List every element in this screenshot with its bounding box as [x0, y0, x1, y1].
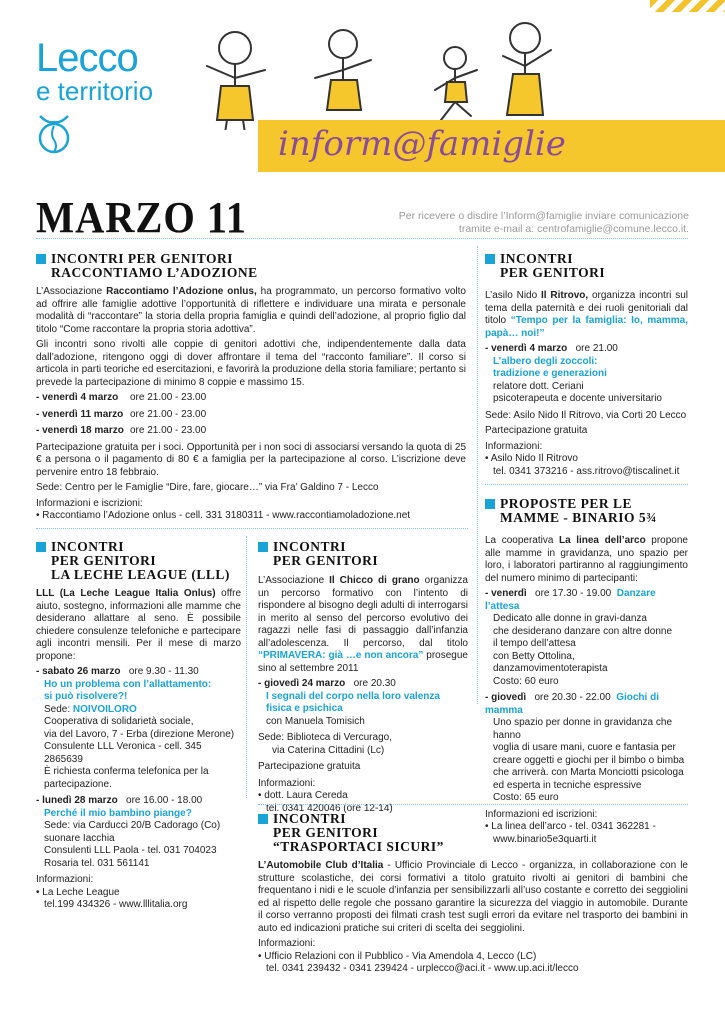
bullet-square-icon	[485, 499, 495, 509]
decorative-stripes	[650, 0, 725, 12]
section-body-chicco: L’Associazione Il Chicco di grano organizza un percorso formativo con l’intento di rispondere al bisogno degli adulti di interrogarsi in merito al senso del percorso evolutivo dei ragazzi nelle fasi di passaggio dall’infanzia all’adolescenza. Il percorso, dal titolo “PRIMAVERA: già …e non ancora” prosegue sino al settembre 2011 - giovedì 24 marzo ore 20.30 I segnali del corpo nella loro valenza fisica e psichica con Manuela Tomisich Sede: Biblioteca di Vercurago, via Caterina Cittadini (Lc) Partecipazione gratuita Informazioni: • dott. Laura Cereda tel. 0341 420046 (ore 12-14)	[258, 575, 468, 814]
bullet-square-icon	[485, 254, 495, 264]
section-heading-lll: INCONTRI PER GENITORI LA LECHE LEAGUE (LLL)	[36, 540, 246, 582]
bullet-square-icon	[258, 814, 268, 824]
section-body-lll: LLL (La Leche League Italia Onlus) offre aiuto, sostegno, informazioni alle mamme che desiderano allattare al seno. È possibile chiedere consulenze telefoniche e partecipare agli incontri mensili. Per il mese di marzo propone: - sabato 26 marzo ore 9.30 - 11.30 Ho un problema con l’allattamento: si può risolvere?! Sede: NOIVOILORO Cooperativa di solidarietà sociale, via del Lavoro, 7 - Erba (direzione Merone) Consulente LLL Veronica - cell. 345 2865639 È richiesta conferma telefonica per la partecipazione. - lunedì 28 marzo ore 16.00 - 18.00 Perché il mio bambino piange? Sede: via Carducci 20/B Cadorago (Co) suonare Iacchia Consulenti LLL Paola - tel. 031 704023 Rosaria tel. 031 561141 Informazioni: • La Leche League tel.199 434326 - www.lllitalia.org	[36, 588, 242, 910]
bullet-square-icon	[36, 254, 46, 264]
bullet-square-icon	[258, 542, 268, 552]
brand-banner-text: inform@famiglie	[278, 124, 566, 164]
logo-icon	[34, 110, 74, 156]
subscription-note: Per ricevere o disdire l’Inform@famiglie inviare comunicazione tramite e-mail a: centrofamiglie@comune.lecco.it.	[398, 210, 689, 235]
header-title: Lecco	[36, 36, 138, 80]
divider	[36, 528, 468, 529]
divider	[258, 804, 688, 805]
family-drawing	[185, 20, 565, 130]
column-divider	[246, 536, 247, 798]
section-body-adozione: L’Associazione Raccontiamo l’Adozione onlus, ha programmato, un percorso formativo volto ad offrire alle famiglie adottive l’opportunità di riflettere e individuare una mirata e personale modalità di “raccontare” la storia della propria famiglia e quindi dell’adozione, al proprio figlio dal titolo “Come raccontare la propria storia adottiva”. Gli incontri sono rivolti alle coppie di genitori adottivi che, indipendentemente dalla data dall’adozione, ritengono oggi di dover affrontare il tema del “racconto familiare”. Il corso si articola in parti teoriche ed esercitazioni, e favorirà la produzione della storia familiare; pertanto si prevede la partecipazione di minimo 8 coppie e massimo 15. - venerdì 4 marzo ore 21.00 - 23.00 - venerdì 11 marzo ore 21.00 - 23.00 - venerdì 18 marzo ore 21.00 - 23.00 Partecipazione gratuita per i soci. Opportunità per i non soci di associarsi versando la quota di 25 € a persona o il pagamento di 80 € a famiglia per la partecipazione al corso. L’iscrizione deve pervenire entro 18 febbraio. Sede: Centro per le Famiglie “Dire, fare, giocare…” via Fra’ Galdino 7 - Lecco Informazioni e iscrizioni: • Raccontiamo l’Adozione onlus - cell. 331 3180311 - www.raccontiamoladozione.net	[36, 286, 466, 521]
section-body-aci: L’Automobile Club d’Italia - Ufficio Provinciale di Lecco - organizza, in collaborazione con le strutture scolastiche, dei corsi formativi a titolo gratuito rivolti ai genitori di bambini che frequentano i nidi e le scuole d’infanzia per sensibilizzarli all’uso costante e corretto dei seggiolini ed al rispetto delle regole che possano garantire la sicurezza del viaggio in automobile. Durante il corso verranno proposti dei filmati crash test sugli errori da evitare nel trasporto dei bambini in auto ed indicazioni pratiche sui criteri di scelta dei seggiolini. Informazioni: • Ufficio Relazioni con il Pubblico - Via Amendola 4, Lecco (LC) tel. 0341 239432 - 0341 239424 - urplecco@aci.it - www.up.aci.it/lecco	[258, 860, 688, 974]
section-heading-ritrovo: INCONTRI PER GENITORI	[485, 252, 685, 280]
column-divider	[477, 246, 478, 704]
divider	[36, 238, 688, 239]
section-heading-aci: INCONTRI PER GENITORI “TRASPORTACI SICURI”	[258, 812, 558, 854]
section-heading-binario: PROPOSTE PER LE MAMME - BINARIO 5¾	[485, 497, 695, 525]
section-heading-adozione: INCONTRI PER GENITORI RACCONTIAMO L’ADOZIONE	[36, 252, 476, 280]
section-body-binario: La cooperativa La linea dell’arco propone alle mamme in gravidanza, uno spazio per loro, i laboratori partiranno al raggiungimento del numero minimo di partecipanti: - venerdì ore 17.30 - 19.00 Danzare l’attesa Dedicato alle donne in gravi-danza che desiderano danzare con altre donne il tempo dell’attesa con Betty Ottolina, danzamovimentoterapista Costo: 60 euro - giovedì ore 20.30 - 22.00 Giochi di mamma Uno spazio per donne in gravidanza che hanno voglia di usare mani, cuore e fantasia per creare oggetti e giochi per il bimbo o bimba che arriverà. con Marta Monciotti psicologa ed esperta in tecniche espressive Costo: 65 euro Informazioni ed iscrizioni: • La linea dell’arco - tel. 0341 362281 - www.binario5e3quarti.it	[485, 535, 688, 845]
bullet-square-icon	[36, 542, 46, 552]
section-heading-chicco: INCONTRI PER GENITORI	[258, 540, 468, 568]
divider	[485, 484, 688, 485]
header-subtitle: e territorio	[36, 76, 154, 106]
brand-banner	[258, 120, 725, 172]
section-body-ritrovo: L’asilo Nido Il Ritrovo, organizza incontri sul tema della paternità e dei ruoli genitoriali dal titolo “Tempo per la famiglia: Io, mamma, papà… noi!” - venerdì 4 marzo ore 21.00 L’albero degli zoccoli: tradizione e generazioni relatore dott. Ceriani psicoterapeuta e docente universitario Sede: Asilo Nido Il Ritrovo, via Corti 20 Lecco Partecipazione gratuita Informazioni: • Asilo Nido Il Ritrovo tel. 0341 373216 - ass.ritrovo@tiscalinet.it	[485, 290, 688, 477]
issue-month: MARZO 11	[36, 193, 247, 242]
